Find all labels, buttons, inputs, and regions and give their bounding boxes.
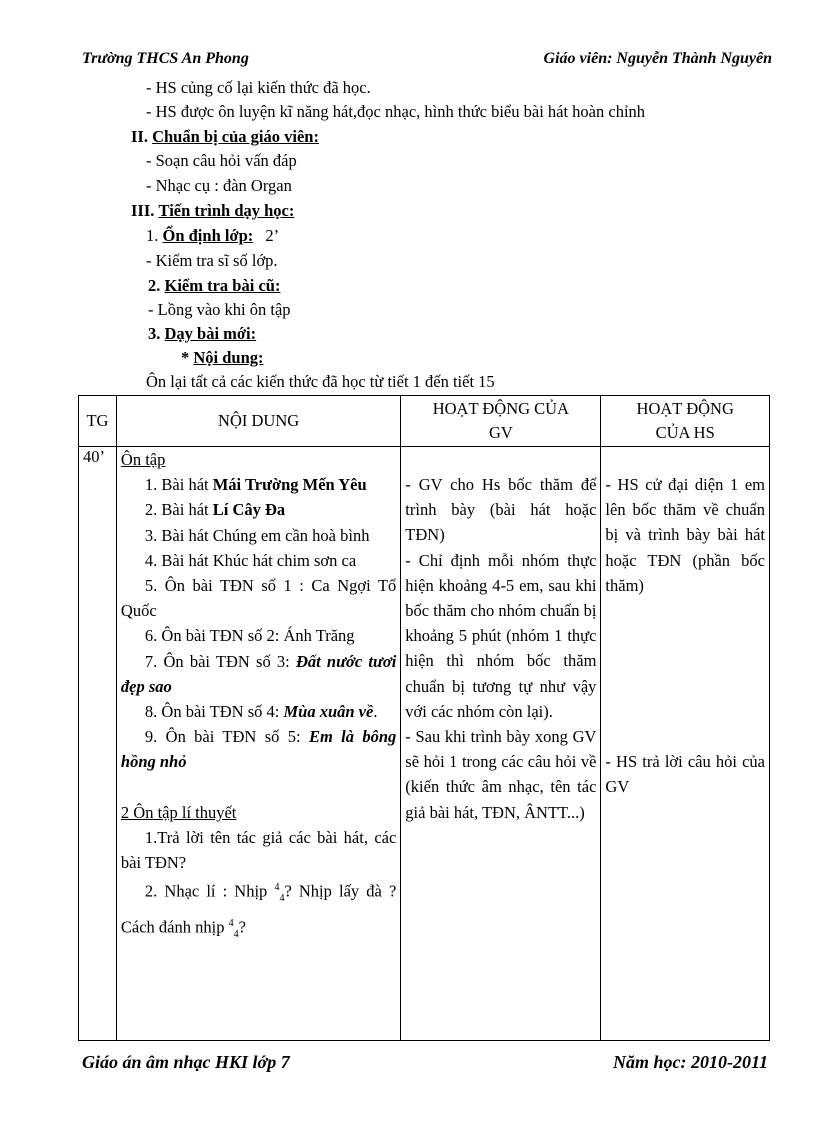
list-item: 8. Ôn bài TĐN số 4: Mùa xuân về. (144, 702, 378, 722)
content-cell (116, 447, 400, 1041)
header-hs-line1: HOẠT ĐỘNG (636, 399, 734, 418)
step-1-time: 2’ (265, 226, 280, 245)
header-noidung: NỘI DUNG (116, 396, 400, 447)
gv-activity-cell (401, 447, 601, 1041)
teacher-name: Giáo viên: Nguyễn Thành Nguyên (543, 50, 772, 67)
content-description: Ôn lại tất cả các kiến thức đã học từ tiết 1 đến tiết 15 (146, 372, 495, 391)
header-hs-line2: CỦA HS (655, 423, 715, 442)
prep-item-2: - Nhạc cụ : đàn Organ (146, 176, 292, 195)
section-3-number: III. (131, 201, 155, 220)
question-2: 2. Nhạc lí : Nhịp $^4_4$? Nhịp lấy đà ? Cách đánh nhịp $^4_4$? (120, 881, 397, 941)
question-1: 1.Trả lời tên tác giả các bài hát, các bài TĐN? (120, 827, 397, 873)
step-3-heading (148, 324, 256, 344)
step-2-title: Kiểm tra bài cũ: (164, 276, 281, 295)
list-item: 2. Bài hát Lí Cây Đa (144, 500, 286, 520)
list-item: 4. Bài hát Khúc hát chim sơn ca (144, 550, 357, 570)
step-2-item: - Lồng vào khi ôn tập (148, 300, 291, 319)
list-item: 6. Ôn bài TĐN số 2: Ánh Trăng (144, 626, 355, 646)
footer-lesson: Giáo án âm nhạc HKI lớp 7 (82, 1052, 290, 1072)
lesson-table (78, 395, 770, 1041)
section-2-number: II. (131, 127, 148, 146)
content-star: * (181, 348, 190, 367)
hs-paragraph-2: - HS trả lời câu hỏi của GV (605, 752, 765, 797)
list-item: 5. Ôn bài TĐN số 1 : Ca Ngợi Tổ Quốc (120, 576, 397, 621)
step-3-title: Dạy bài mới: (164, 324, 257, 343)
objective-line-2: - HS được ôn luyện kĩ năng hát,đọc nhạc, hình thức biểu bài hát hoàn chỉnh (146, 102, 646, 121)
gv-paragraph-1: - GV cho Hs bốc thăm để trình bày (bài hát hoặc TĐN) (405, 475, 597, 545)
page-footer (82, 1052, 768, 1078)
section-3-title: Tiến trình dạy học: (158, 201, 295, 220)
list-item: 9. Ôn bài TĐN số 5: Em là bông hồng nhỏ (120, 727, 397, 772)
step-1-heading (146, 226, 279, 246)
header-gv-line2: GV (488, 423, 513, 442)
school-name: Trường THCS An Phong (82, 50, 249, 67)
time-cell (79, 447, 117, 1041)
part-2-title: 2 Ôn tập lí thuyết (120, 802, 237, 822)
gv-paragraph-2: - Chỉ định mỗi nhóm thực hiện khoảng 4-5 em, sau khi bốc thăm cho nhóm chuẩn bị khoảng 5 phút (nhóm 1 thực hiện thì nhóm bốc thăm chuẩn bị tương tự như vậy với các nhóm còn lại). (405, 550, 597, 721)
header-hs (601, 396, 770, 447)
table-header-row (79, 396, 770, 447)
content-title: Nội dung: (193, 348, 264, 367)
list-item: 7. Ôn bài TĐN số 3: Đất nước tươi đẹp sao (120, 651, 397, 696)
hs-paragraph-1: - HS cử đại diện 1 em lên bốc thăm về chuẩn bị và trình bày bài hát hoặc TĐN (phần bốc thăm) (605, 475, 765, 595)
step-1-item: - Kiểm tra sĩ số lớp. (146, 251, 278, 270)
step-1-title: Ổn định lớp: (162, 226, 254, 245)
section-2-title: Chuẩn bị của giáo viên: (152, 127, 319, 146)
section-3-heading (131, 201, 294, 221)
header-tg: TG (79, 396, 117, 447)
footer-year: Năm học: 2010-2011 (613, 1052, 768, 1072)
hs-activity-cell (601, 447, 770, 1041)
step-2-number: 2. (148, 276, 161, 295)
header-gv (401, 396, 601, 447)
gv-paragraph-3: - Sau khi trình bày xong GV sẽ hỏi 1 trong các câu hỏi về (kiến thức âm nhạc, tên tác giả bài hát, TĐN, ÂNTT...) (405, 727, 597, 822)
time-value: 40’ (83, 447, 105, 466)
header-gv-line1: HOẠT ĐỘNG CỦA (432, 399, 569, 418)
part-1-title: Ôn tập (120, 450, 166, 469)
step-1-number: 1. (146, 226, 159, 245)
list-item: 1. Bài hát Mái Trường Mến Yêu (144, 475, 367, 495)
step-2-heading (148, 276, 280, 296)
list-item: 3. Bài hát Chúng em cần hoà bình (144, 525, 370, 545)
prep-item-1: - Soạn câu hỏi vấn đáp (146, 151, 297, 170)
step-3-number: 3. (148, 324, 161, 343)
objective-line-1: - HS củng cố lại kiến thức đã học. (146, 78, 371, 97)
page-header (82, 50, 772, 74)
table-row (79, 447, 770, 1041)
section-2-heading (131, 127, 319, 147)
content-heading (181, 348, 264, 368)
